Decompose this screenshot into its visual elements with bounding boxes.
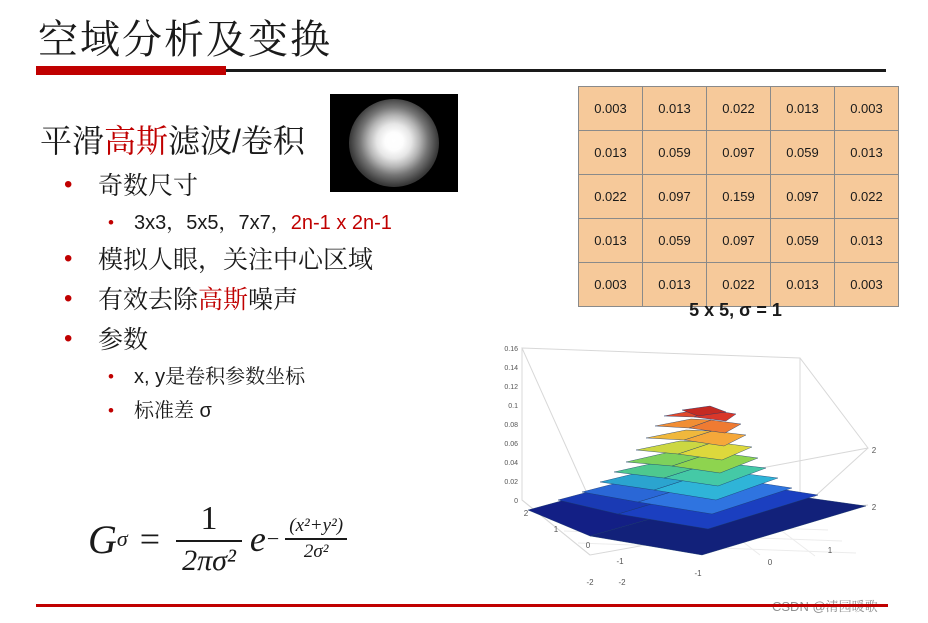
svg-text:0: 0 <box>514 498 518 505</box>
list-item-prefix: 有效去除 <box>98 286 199 314</box>
section-heading <box>40 116 305 162</box>
table-cell: 0.097 <box>771 175 835 219</box>
svg-text:-1: -1 <box>694 569 702 578</box>
formula-numerator: 1 <box>200 500 218 537</box>
list-item <box>58 170 488 202</box>
table-cell: 0.022 <box>707 87 771 131</box>
heading-highlight: 高斯 <box>104 123 169 159</box>
svg-text:1: 1 <box>827 546 833 555</box>
table-row <box>579 219 899 263</box>
table-cell: 0.013 <box>835 219 899 263</box>
formula-fraction <box>176 500 242 578</box>
svg-text:1: 1 <box>553 525 559 534</box>
table-cell: 0.159 <box>707 175 771 219</box>
table-row <box>579 131 899 175</box>
svg-text:0.04: 0.04 <box>504 460 518 467</box>
list-item-text: 3x3，5x5，7x7， <box>134 212 291 234</box>
table-cell: 0.013 <box>771 87 835 131</box>
list-item <box>58 244 488 276</box>
table-cell: 0.059 <box>771 131 835 175</box>
svg-text:2: 2 <box>871 503 877 512</box>
list-item-label: 模拟人眼，关注中心区域 <box>98 246 374 274</box>
list-item <box>104 398 488 424</box>
formula-exponent-minus: − <box>266 526 280 551</box>
table-cell: 0.059 <box>643 219 707 263</box>
formula-exponent-fraction <box>285 515 347 563</box>
table-cell: 0.013 <box>643 87 707 131</box>
bullet-dot-icon: • <box>108 367 114 386</box>
svg-text:0.12: 0.12 <box>504 384 518 391</box>
bullet-dot-icon: • <box>64 245 73 272</box>
table-cell: 0.059 <box>643 131 707 175</box>
formula-exponent-denominator: 2σ² <box>303 541 329 562</box>
formula-exponential-base: e <box>249 519 266 559</box>
surface-plot-svg <box>470 340 900 608</box>
bullet-dot-icon: • <box>64 285 73 312</box>
table-cell: 0.059 <box>771 219 835 263</box>
formula-denominator: 2πσ² <box>182 544 236 577</box>
formula-exponent-numerator: (x²+y²) <box>289 515 344 536</box>
formula-subscript: σ <box>116 526 128 551</box>
kernel-table-wrapper <box>578 86 899 307</box>
formula-exponent <box>267 515 351 563</box>
svg-text:0.14: 0.14 <box>504 365 518 372</box>
bullet-dot-icon: • <box>64 325 73 352</box>
svg-text:0.02: 0.02 <box>504 479 518 486</box>
list-item-label <box>98 284 298 316</box>
footer-rule <box>36 604 888 607</box>
bullet-dot-icon: • <box>108 401 114 420</box>
list-item-highlight: 高斯 <box>198 286 249 314</box>
gaussian-formula <box>88 500 351 578</box>
formula-equals: = <box>139 519 161 559</box>
table-cell: 0.022 <box>707 263 771 307</box>
list-item-label: 参数 <box>98 326 149 354</box>
table-row <box>579 87 899 131</box>
table-cell: 0.003 <box>835 263 899 307</box>
table-cell: 0.022 <box>579 175 643 219</box>
table-cell: 0.013 <box>835 131 899 175</box>
list-item <box>58 284 488 316</box>
table-cell: 0.013 <box>579 219 643 263</box>
table-cell: 0.003 <box>835 87 899 131</box>
list-item-suffix: 噪声 <box>248 286 299 314</box>
title-underline-dark <box>226 69 886 72</box>
list-item <box>104 364 488 390</box>
svg-text:0: 0 <box>767 558 773 567</box>
svg-text:-2: -2 <box>618 578 626 587</box>
table-cell: 0.097 <box>707 131 771 175</box>
svg-text:2: 2 <box>871 446 877 455</box>
bullet-dot-icon: • <box>64 171 73 198</box>
bullet-dot-icon: • <box>108 213 114 232</box>
list-item-label <box>134 210 392 236</box>
table-row <box>579 175 899 219</box>
list-item-label: 标准差 σ <box>134 400 212 422</box>
list-item-label: 奇数尺寸 <box>98 172 199 200</box>
heading-suffix: 滤波/卷积 <box>168 123 305 159</box>
bullet-list <box>58 170 488 432</box>
list-item-highlight: 2n-1 x 2n-1 <box>290 212 392 234</box>
svg-text:2: 2 <box>523 509 529 518</box>
svg-text:-2: -2 <box>586 578 594 587</box>
heading-prefix: 平滑 <box>40 123 105 159</box>
svg-text:0: 0 <box>585 541 591 550</box>
table-cell: 0.013 <box>643 263 707 307</box>
table-cell: 0.097 <box>707 219 771 263</box>
list-item <box>104 210 488 236</box>
kernel-caption: 5 x 5, σ = 1 <box>689 300 782 320</box>
list-item-label: x, y是卷积参数坐标 <box>134 366 306 388</box>
svg-text:0.06: 0.06 <box>504 441 518 448</box>
table-cell: 0.003 <box>579 87 643 131</box>
table-cell: 0.013 <box>771 263 835 307</box>
formula-symbol: G <box>88 516 117 562</box>
page-title: 空域分析及变换 <box>38 17 332 62</box>
list-item <box>58 324 488 356</box>
svg-text:0.08: 0.08 <box>504 422 518 429</box>
table-cell: 0.003 <box>579 263 643 307</box>
title-underline-red <box>36 66 226 75</box>
table-cell: 0.022 <box>835 175 899 219</box>
svg-text:-1: -1 <box>616 557 624 566</box>
kernel-table <box>578 86 899 307</box>
table-cell: 0.013 <box>579 131 643 175</box>
svg-text:0.16: 0.16 <box>504 346 518 353</box>
table-cell: 0.097 <box>643 175 707 219</box>
svg-text:0.1: 0.1 <box>508 403 518 410</box>
gaussian-surface-plot <box>470 340 900 608</box>
